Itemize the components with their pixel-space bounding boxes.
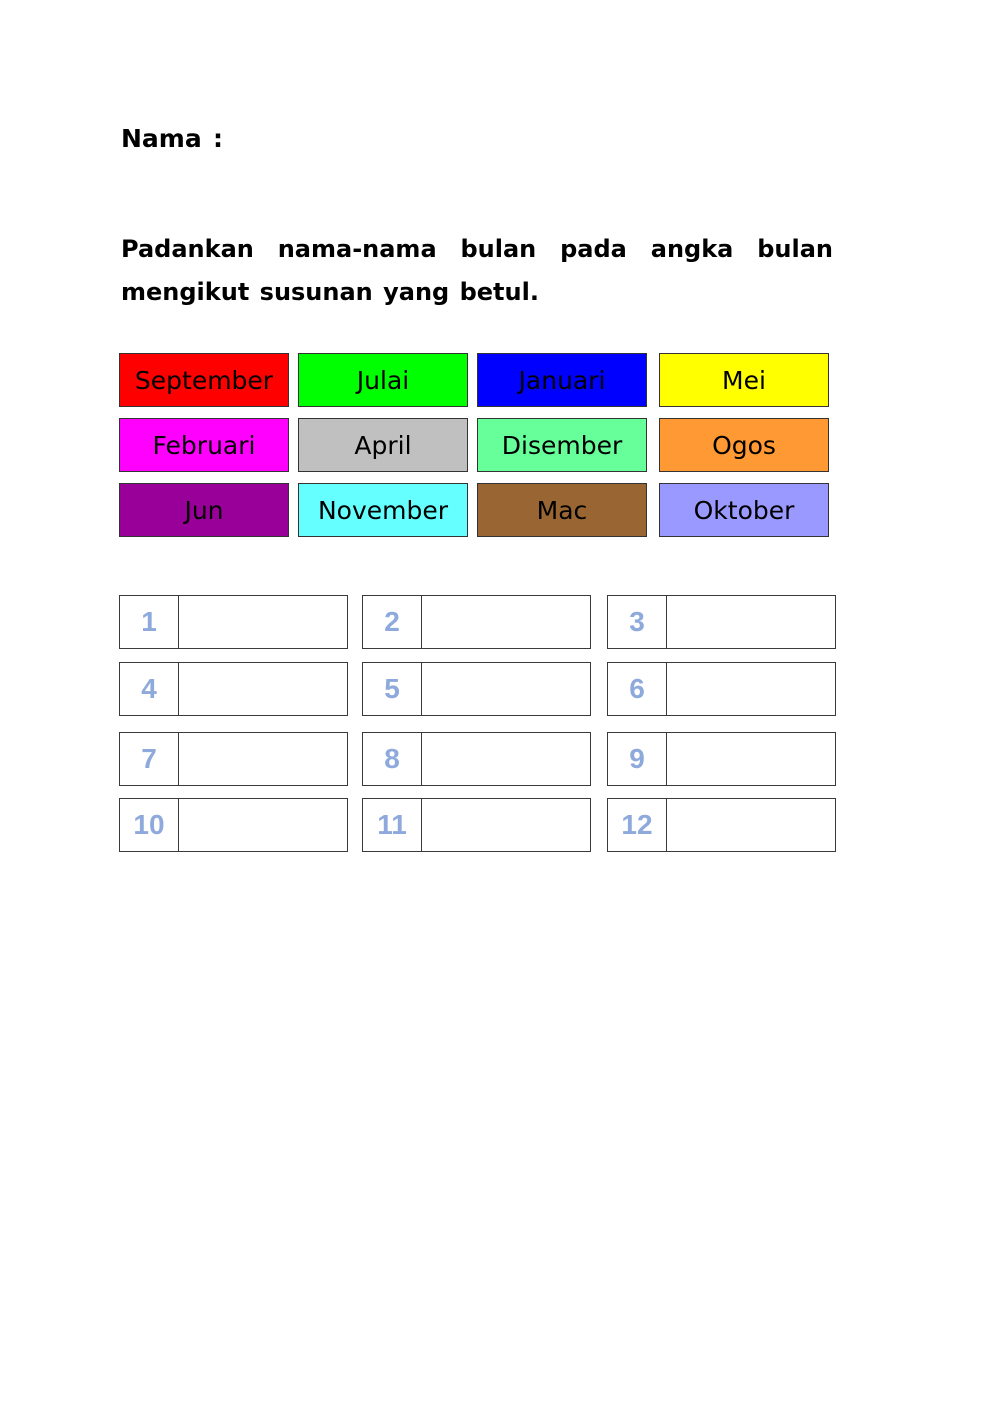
- name-colon: :: [213, 124, 223, 153]
- month-card-7[interactable]: Disember: [477, 418, 647, 472]
- slot-number-7: 7: [119, 732, 179, 786]
- month-card-3[interactable]: Januari: [477, 353, 647, 407]
- slot-number-1: 1: [119, 595, 179, 649]
- slot-number-9: 9: [607, 732, 667, 786]
- answer-drop-box-1[interactable]: [178, 595, 348, 649]
- slot-number-6: 6: [607, 662, 667, 716]
- instruction-text: Padankan nama-nama bulan pada angka bulan mengikut susunan yang betul.: [121, 235, 833, 306]
- month-card-5[interactable]: Februari: [119, 418, 289, 472]
- slot-number-3: 3: [607, 595, 667, 649]
- answer-drop-box-12[interactable]: [666, 798, 836, 852]
- slot-number-2: 2: [362, 595, 422, 649]
- month-card-11[interactable]: Mac: [477, 483, 647, 537]
- answer-drop-box-7[interactable]: [178, 732, 348, 786]
- slot-number-11: 11: [362, 798, 422, 852]
- answer-drop-box-4[interactable]: [178, 662, 348, 716]
- slot-number-8: 8: [362, 732, 422, 786]
- answer-drop-box-2[interactable]: [421, 595, 591, 649]
- answer-drop-box-10[interactable]: [178, 798, 348, 852]
- answer-drop-box-11[interactable]: [421, 798, 591, 852]
- name-label: Nama: [121, 124, 202, 153]
- month-card-12[interactable]: Oktober: [659, 483, 829, 537]
- answer-drop-box-5[interactable]: [421, 662, 591, 716]
- month-card-4[interactable]: Mei: [659, 353, 829, 407]
- month-card-10[interactable]: November: [298, 483, 468, 537]
- answer-drop-box-3[interactable]: [666, 595, 836, 649]
- month-card-9[interactable]: Jun: [119, 483, 289, 537]
- answer-drop-box-9[interactable]: [666, 732, 836, 786]
- answer-drop-box-8[interactable]: [421, 732, 591, 786]
- month-card-1[interactable]: September: [119, 353, 289, 407]
- slot-number-10: 10: [119, 798, 179, 852]
- month-card-2[interactable]: Julai: [298, 353, 468, 407]
- slot-number-4: 4: [119, 662, 179, 716]
- answer-drop-box-6[interactable]: [666, 662, 836, 716]
- slot-number-12: 12: [607, 798, 667, 852]
- month-card-6[interactable]: April: [298, 418, 468, 472]
- slot-number-5: 5: [362, 662, 422, 716]
- month-card-8[interactable]: Ogos: [659, 418, 829, 472]
